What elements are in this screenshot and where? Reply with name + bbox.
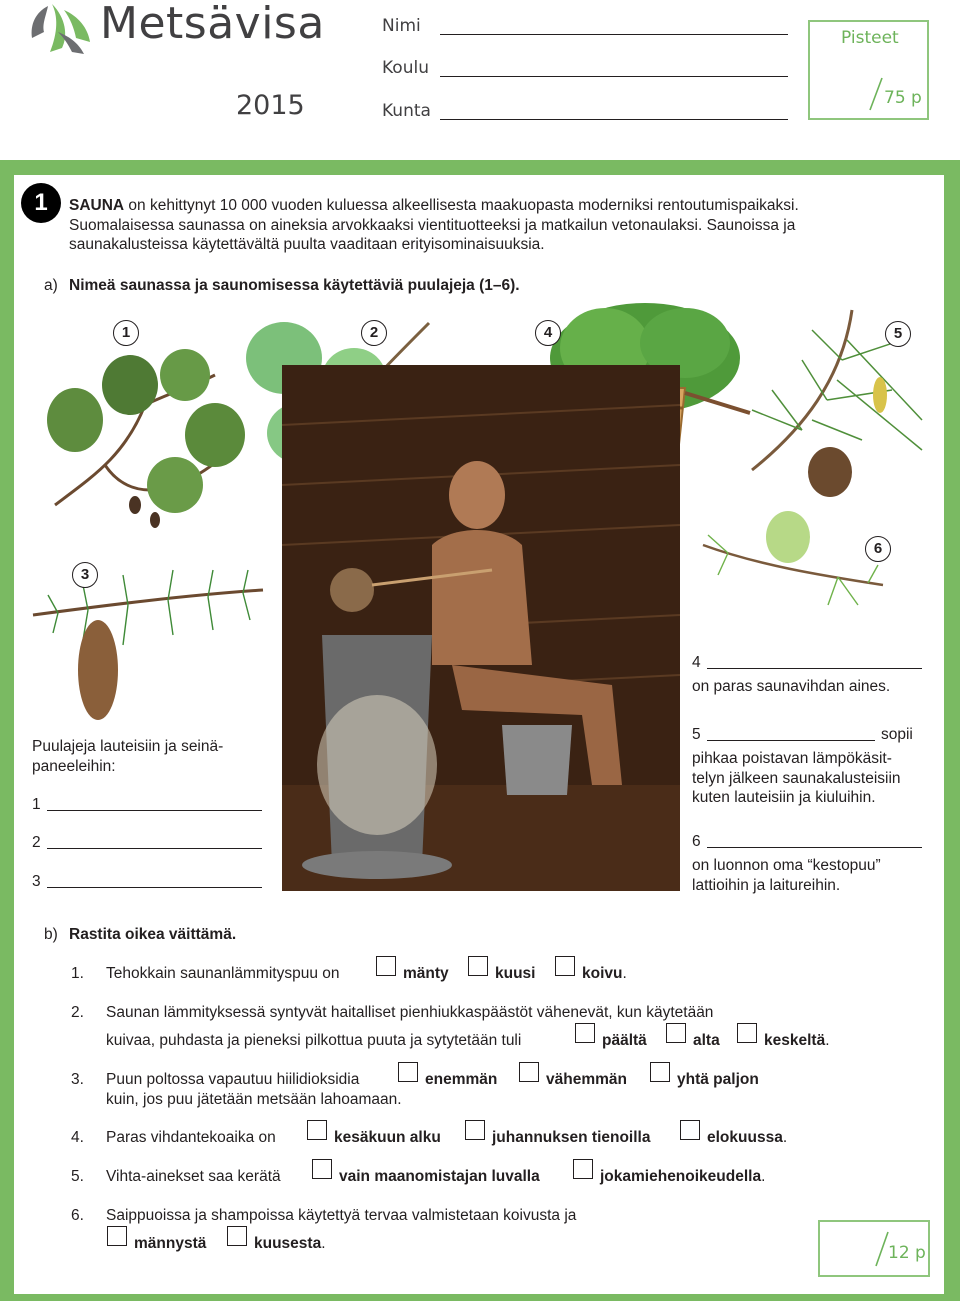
- item5-num: 5: [692, 726, 701, 743]
- q6-num: 6.: [71, 1207, 84, 1224]
- item4-num: 4: [692, 654, 701, 671]
- item5-line3: kuten lauteisiin ja kiuluihin.: [692, 789, 876, 806]
- q6-option-kuusesta: kuusesta: [254, 1235, 322, 1252]
- q4-option-juhannus: juhannuksen tienoilla: [492, 1129, 651, 1146]
- larch-branch-illustration: [698, 505, 888, 615]
- q1-num: 1.: [71, 965, 84, 982]
- school-field[interactable]: [440, 76, 788, 77]
- item5-after: sopii: [881, 726, 913, 743]
- q6-option-kuusesta-checkbox[interactable]: [227, 1226, 247, 1246]
- q4-option-kesakuun-alku: kesäkuun alku: [334, 1129, 441, 1146]
- item6-num: 6: [692, 833, 701, 850]
- item4-field[interactable]: [707, 668, 922, 669]
- spruce-branch-illustration: [28, 555, 268, 725]
- q1-text: Tehokkain saunanlämmityspuu on: [106, 965, 340, 982]
- item5-field[interactable]: [707, 740, 875, 741]
- q6-option-mannysta-checkbox[interactable]: [107, 1226, 127, 1246]
- logo: [28, 0, 325, 58]
- image-label-4: 4: [535, 320, 561, 346]
- left-panel-line2: paneeleihin:: [32, 757, 116, 775]
- q1-end: .: [622, 965, 627, 982]
- task-score-box[interactable]: [818, 1220, 930, 1277]
- q5-option-maanomistaja: vain maanomistajan luvalla: [339, 1168, 540, 1185]
- q4-option-kesakuun-alku-checkbox[interactable]: [307, 1120, 327, 1140]
- q6-end: .: [321, 1235, 326, 1252]
- q5-end: .: [761, 1168, 766, 1185]
- year: 2015: [236, 90, 305, 121]
- q3-option-vahemman-checkbox[interactable]: [519, 1062, 539, 1082]
- image-label-6: 6: [865, 536, 891, 562]
- q4-text: Paras vihdantekoaika on: [106, 1129, 276, 1146]
- q6-option-kuusesta-wrap: [254, 1234, 326, 1254]
- q5-option-jokamiehenoikeus-checkbox[interactable]: [573, 1159, 593, 1179]
- task-intro: [69, 196, 929, 255]
- q4-option-elokuussa: elokuussa: [707, 1129, 783, 1146]
- blank-2-field[interactable]: [47, 848, 262, 849]
- q5-text: Vihta-ainekset saa kerätä: [106, 1168, 281, 1185]
- school-label: Koulu: [382, 58, 429, 78]
- q3-line2: kuin, jos puu jätetään metsään lahoamaan.: [106, 1091, 402, 1108]
- q6-text: Saippuoissa ja shampoissa käytettyä tervaa valmistetaan koivusta ja: [106, 1207, 577, 1224]
- item6-field[interactable]: [707, 847, 922, 848]
- part-b-title: Rastita oikea väittämä.: [69, 926, 237, 943]
- blank-3-field[interactable]: [47, 887, 262, 888]
- q2-option-alta: alta: [693, 1032, 720, 1049]
- item5-text: [692, 749, 932, 808]
- score-max: 75 p: [884, 88, 922, 108]
- item6-line1: on luonnon oma “kestopuu”: [692, 857, 881, 874]
- blank-1-label: 1: [32, 796, 41, 813]
- q2-option-keskelta-wrap: [764, 1031, 830, 1051]
- municipality-field[interactable]: [440, 119, 788, 120]
- q2-option-paalta: päältä: [602, 1032, 647, 1049]
- item5-line1: pihkaa poistavan lämpökäsit-: [692, 750, 892, 767]
- q3-text: Puun poltossa vapautuu hiilidioksidia: [106, 1071, 360, 1088]
- left-panel-text: [32, 737, 262, 776]
- q2-end: .: [825, 1032, 830, 1049]
- left-panel-line1: Puulajeja lauteisiin ja seinä-: [32, 738, 224, 755]
- q1-option-kuusi: kuusi: [495, 965, 536, 982]
- q1-option-manty: mänty: [403, 965, 449, 982]
- total-score-box[interactable]: [808, 20, 929, 120]
- q3-option-vahemman: vähemmän: [546, 1071, 627, 1088]
- intro-bold: SAUNA: [69, 197, 125, 214]
- q4-end: .: [782, 1129, 788, 1146]
- part-a-question: Nimeä saunassa ja saunomisessa käytettäviä puulajeja (1–6).: [69, 277, 520, 294]
- q2-line1: Saunan lämmityksessä syntyvät haitalliset pienhiukkaspäästöt vähenevät, kun käytetään: [106, 1004, 714, 1021]
- task-number: 1: [34, 189, 48, 216]
- intro-line3: saunakalusteissa käytettävältä puulta vaaditaan erityisominaisuuksia.: [69, 236, 545, 253]
- intro-line1: on kehittynyt 10 000 vuoden kuluessa alkeellisesta maakuopasta moderniksi rentoutumispaikaksi.: [124, 197, 799, 214]
- score-slash-icon: [866, 76, 886, 112]
- q5-option-jokamiehenoikeus: jokamiehenoikeudella: [600, 1168, 762, 1185]
- q5-option-jokamiehenoikeus-wrap: [600, 1167, 765, 1187]
- q2-num: 2.: [71, 1004, 84, 1021]
- q3-num: 3.: [71, 1071, 84, 1088]
- q5-num: 5.: [71, 1168, 84, 1185]
- pine-branch-illustration: [742, 300, 942, 500]
- blank-2-label: 2: [32, 834, 41, 851]
- task-number-badge: [21, 183, 61, 223]
- q5-option-maanomistaja-checkbox[interactable]: [312, 1159, 332, 1179]
- q2-option-keskelta-checkbox[interactable]: [737, 1023, 757, 1043]
- logo-text: Metsävisa: [100, 0, 325, 49]
- q6-option-mannysta: männystä: [134, 1235, 207, 1252]
- task-score-max: 12 p: [888, 1243, 926, 1263]
- image-label-2: 2: [361, 320, 387, 346]
- item6-line2: lattioihin ja laitureihin.: [692, 876, 841, 894]
- image-label-3: 3: [72, 562, 98, 588]
- q4-option-elokuussa-wrap: [707, 1128, 787, 1148]
- part-b-letter: b): [44, 926, 58, 943]
- image-label-1: 1: [113, 320, 139, 346]
- image-label-5: 5: [885, 321, 911, 347]
- name-label: Nimi: [382, 16, 421, 36]
- score-title: Pisteet: [841, 28, 899, 48]
- item5-line2: telyn jälkeen saunakalusteisiin: [692, 769, 901, 787]
- intro-line2: Suomalaisessa saunassa on aineksia arvokkaaksi vientituotteeksi ja matkailun vetonaulaksi. Saunoissa ja: [69, 216, 796, 234]
- item4-text: on paras saunavihdan aines.: [692, 678, 891, 695]
- q1-option-koivu-wrap: [582, 964, 627, 984]
- item6-text: [692, 856, 932, 895]
- q4-option-elokuussa-checkbox[interactable]: [680, 1120, 700, 1140]
- metsavisa-logo-icon: [28, 2, 94, 56]
- q3-option-enemman: enemmän: [425, 1071, 498, 1088]
- q2-option-alta-checkbox[interactable]: [666, 1023, 686, 1043]
- q1-option-manty-checkbox[interactable]: [376, 956, 396, 976]
- q3-option-yhta-paljon-checkbox[interactable]: [650, 1062, 670, 1082]
- q3-option-yhta-paljon: yhtä paljon: [677, 1071, 759, 1088]
- q4-num: 4.: [71, 1129, 84, 1146]
- q2-option-keskelta: keskeltä: [764, 1032, 826, 1049]
- q2-option-paalta-checkbox[interactable]: [575, 1023, 595, 1043]
- q1-option-koivu: koivu: [582, 965, 623, 982]
- q3-option-enemman-checkbox[interactable]: [398, 1062, 418, 1082]
- part-a-letter: a): [44, 277, 58, 294]
- alder-branch-illustration: [35, 345, 255, 545]
- name-field[interactable]: [440, 34, 788, 35]
- municipality-label: Kunta: [382, 101, 431, 121]
- blank-1-field[interactable]: [47, 810, 262, 811]
- q2-line2: kuivaa, puhdasta ja pieneksi pilkottua puuta ja sytytetään tuli: [106, 1032, 522, 1049]
- sauna-photo-scene: [282, 365, 680, 891]
- q1-option-koivu-checkbox[interactable]: [555, 956, 575, 976]
- blank-3-label: 3: [32, 873, 41, 890]
- sauna-photo: [282, 365, 680, 891]
- q1-option-kuusi-checkbox[interactable]: [468, 956, 488, 976]
- q4-option-juhannus-checkbox[interactable]: [465, 1120, 485, 1140]
